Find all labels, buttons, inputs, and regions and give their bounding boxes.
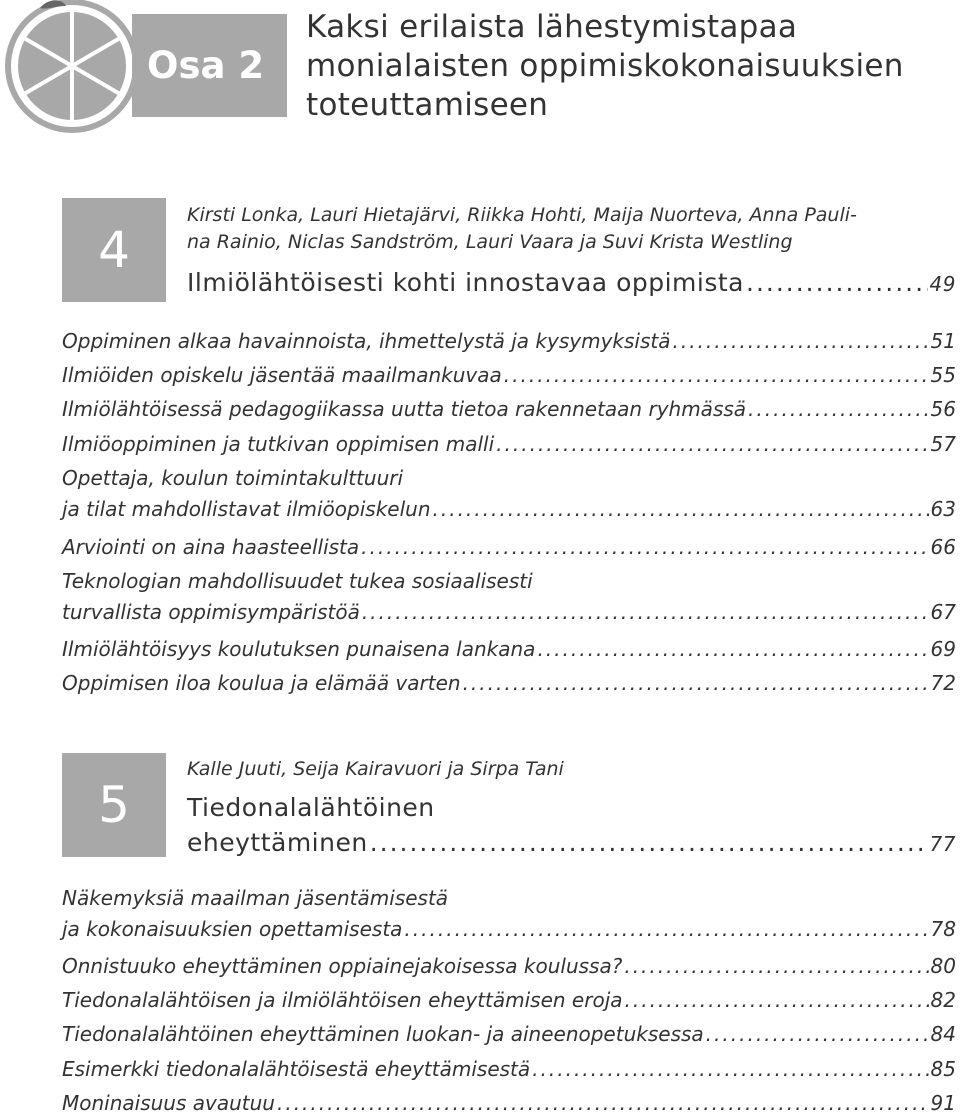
chapter-title: eheyttäminen xyxy=(187,828,368,857)
page-number: 63 xyxy=(930,497,956,521)
chapter-number: 4 xyxy=(62,198,166,302)
chapter-title-link[interactable] xyxy=(187,828,956,857)
toc-entry[interactable] xyxy=(62,535,956,559)
citrus-slice-icon xyxy=(0,0,150,135)
part-title-line: monialaisten oppimiskokonaisuuksien xyxy=(306,48,904,84)
page-number: 55 xyxy=(930,363,956,387)
toc-entry[interactable] xyxy=(62,1022,956,1046)
dot-leader xyxy=(748,397,929,421)
entry-text: Arviointi on aina haasteellista xyxy=(62,535,360,559)
page-number: 56 xyxy=(930,397,956,421)
page-number: 72 xyxy=(930,671,956,695)
toc-entry[interactable] xyxy=(62,363,956,387)
toc-entry[interactable] xyxy=(62,1091,956,1115)
page-number: 84 xyxy=(930,1022,956,1046)
dot-leader xyxy=(504,363,929,387)
entry-text: Ilmiölähtöisessä pedagogiikassa uutta tietoa rakennetaan ryhmässä xyxy=(62,397,747,421)
dot-leader xyxy=(361,535,928,559)
part-title xyxy=(306,8,956,125)
toc-entry[interactable] xyxy=(62,637,956,661)
toc-entry[interactable] xyxy=(62,329,956,353)
chapter-title-line xyxy=(187,793,956,822)
dot-leader xyxy=(672,329,928,353)
entry-text: Ilmiöiden opiskelu jäsentää maailmankuvaa xyxy=(62,363,502,387)
part-title-line: toteuttamiseen xyxy=(306,87,549,123)
dot-leader xyxy=(362,600,929,624)
page-number: 67 xyxy=(930,600,956,624)
authors-line: Kalle Juuti, Seija Kairavuori ja Sirpa Tani xyxy=(187,758,564,780)
toc-entry[interactable] xyxy=(62,569,956,624)
entry-text: Oppimisen iloa koulua ja elämää varten xyxy=(62,671,461,695)
entry-text: Esimerkki tiedonalalähtöisestä eheyttämisestä xyxy=(62,1057,531,1081)
toc-entry[interactable] xyxy=(62,1057,956,1081)
page-number: 77 xyxy=(929,832,956,856)
dot-leader xyxy=(624,954,928,978)
dot-leader xyxy=(532,1057,928,1081)
dot-leader xyxy=(433,497,929,521)
entry-text: Opettaja, koulun toimintakulttuuri xyxy=(62,466,404,490)
dot-leader xyxy=(370,828,928,857)
entry-text: ja kokonaisuuksien opettamisesta xyxy=(62,917,403,941)
authors-line: na Rainio, Niclas Sandström, Lauri Vaara ja Suvi Krista Westling xyxy=(187,231,793,253)
page-number: 51 xyxy=(930,329,956,353)
entry-text: ja tilat mahdollistavat ilmiöopiskelun xyxy=(62,497,431,521)
chapter-authors xyxy=(187,756,564,783)
toc-entry[interactable] xyxy=(62,432,956,456)
part-title-line: Kaksi erilaista lähestymistapaa xyxy=(306,9,798,45)
page-number: 82 xyxy=(930,988,956,1012)
page-number: 78 xyxy=(930,917,956,941)
page-number: 57 xyxy=(930,432,956,456)
page-number: 66 xyxy=(930,535,956,559)
page-number: 80 xyxy=(930,954,956,978)
entry-text: Näkemyksiä maailman jäsentämisestä xyxy=(62,886,449,910)
entry-text: Ilmiöoppiminen ja tutkivan oppimisen malli xyxy=(62,432,495,456)
entry-text: Teknologian mahdollisuudet tukea sosiaalisesti xyxy=(62,569,533,593)
chapter-title-link[interactable] xyxy=(187,268,956,297)
page-number: 85 xyxy=(930,1057,956,1081)
dot-leader xyxy=(463,671,929,695)
dot-leader xyxy=(746,268,928,297)
part-label: Osa 2 xyxy=(132,14,287,117)
toc-entry[interactable] xyxy=(62,988,956,1012)
page-number: 49 xyxy=(929,272,956,296)
authors-line: Kirsti Lonka, Lauri Hietajärvi, Riikka Hohti, Maija Nuorteva, Anna Pauli- xyxy=(187,204,857,226)
toc-entry[interactable] xyxy=(62,886,956,941)
entry-text: turvallista oppimisympäristöä xyxy=(62,600,360,624)
toc-entry[interactable] xyxy=(62,954,956,978)
entry-text: Tiedonalalähtöinen eheyttäminen luokan- ja aineenopetuksessa xyxy=(62,1022,704,1046)
dot-leader xyxy=(625,988,929,1012)
toc-entry[interactable] xyxy=(62,397,956,421)
chapter-title: Ilmiölähtöisesti kohti innostavaa oppimista xyxy=(187,268,744,297)
page-number: 91 xyxy=(930,1091,956,1115)
toc-entry[interactable] xyxy=(62,671,956,695)
dot-leader xyxy=(496,432,928,456)
dot-leader xyxy=(404,917,928,941)
chapter-authors xyxy=(187,202,857,256)
page-number: 69 xyxy=(930,637,956,661)
entry-text: Oppiminen alkaa havainnoista, ihmettelystä ja kysymyksistä xyxy=(62,329,671,353)
dot-leader xyxy=(277,1091,929,1115)
entry-text: Tiedonalalähtöisen ja ilmiölähtöisen eheyttämisen eroja xyxy=(62,988,623,1012)
toc-entry[interactable] xyxy=(62,466,956,521)
entry-text: Ilmiölähtöisyys koulutuksen punaisena lankana xyxy=(62,637,536,661)
entry-text: Onnistuuko eheyttäminen oppiainejakoisessa koulussa? xyxy=(62,954,623,978)
chapter-title: Tiedonalalähtöinen xyxy=(187,793,435,822)
dot-leader xyxy=(706,1022,929,1046)
dot-leader xyxy=(537,637,928,661)
chapter-number: 5 xyxy=(62,753,166,857)
entry-text: Moninaisuus avautuu xyxy=(62,1091,275,1115)
